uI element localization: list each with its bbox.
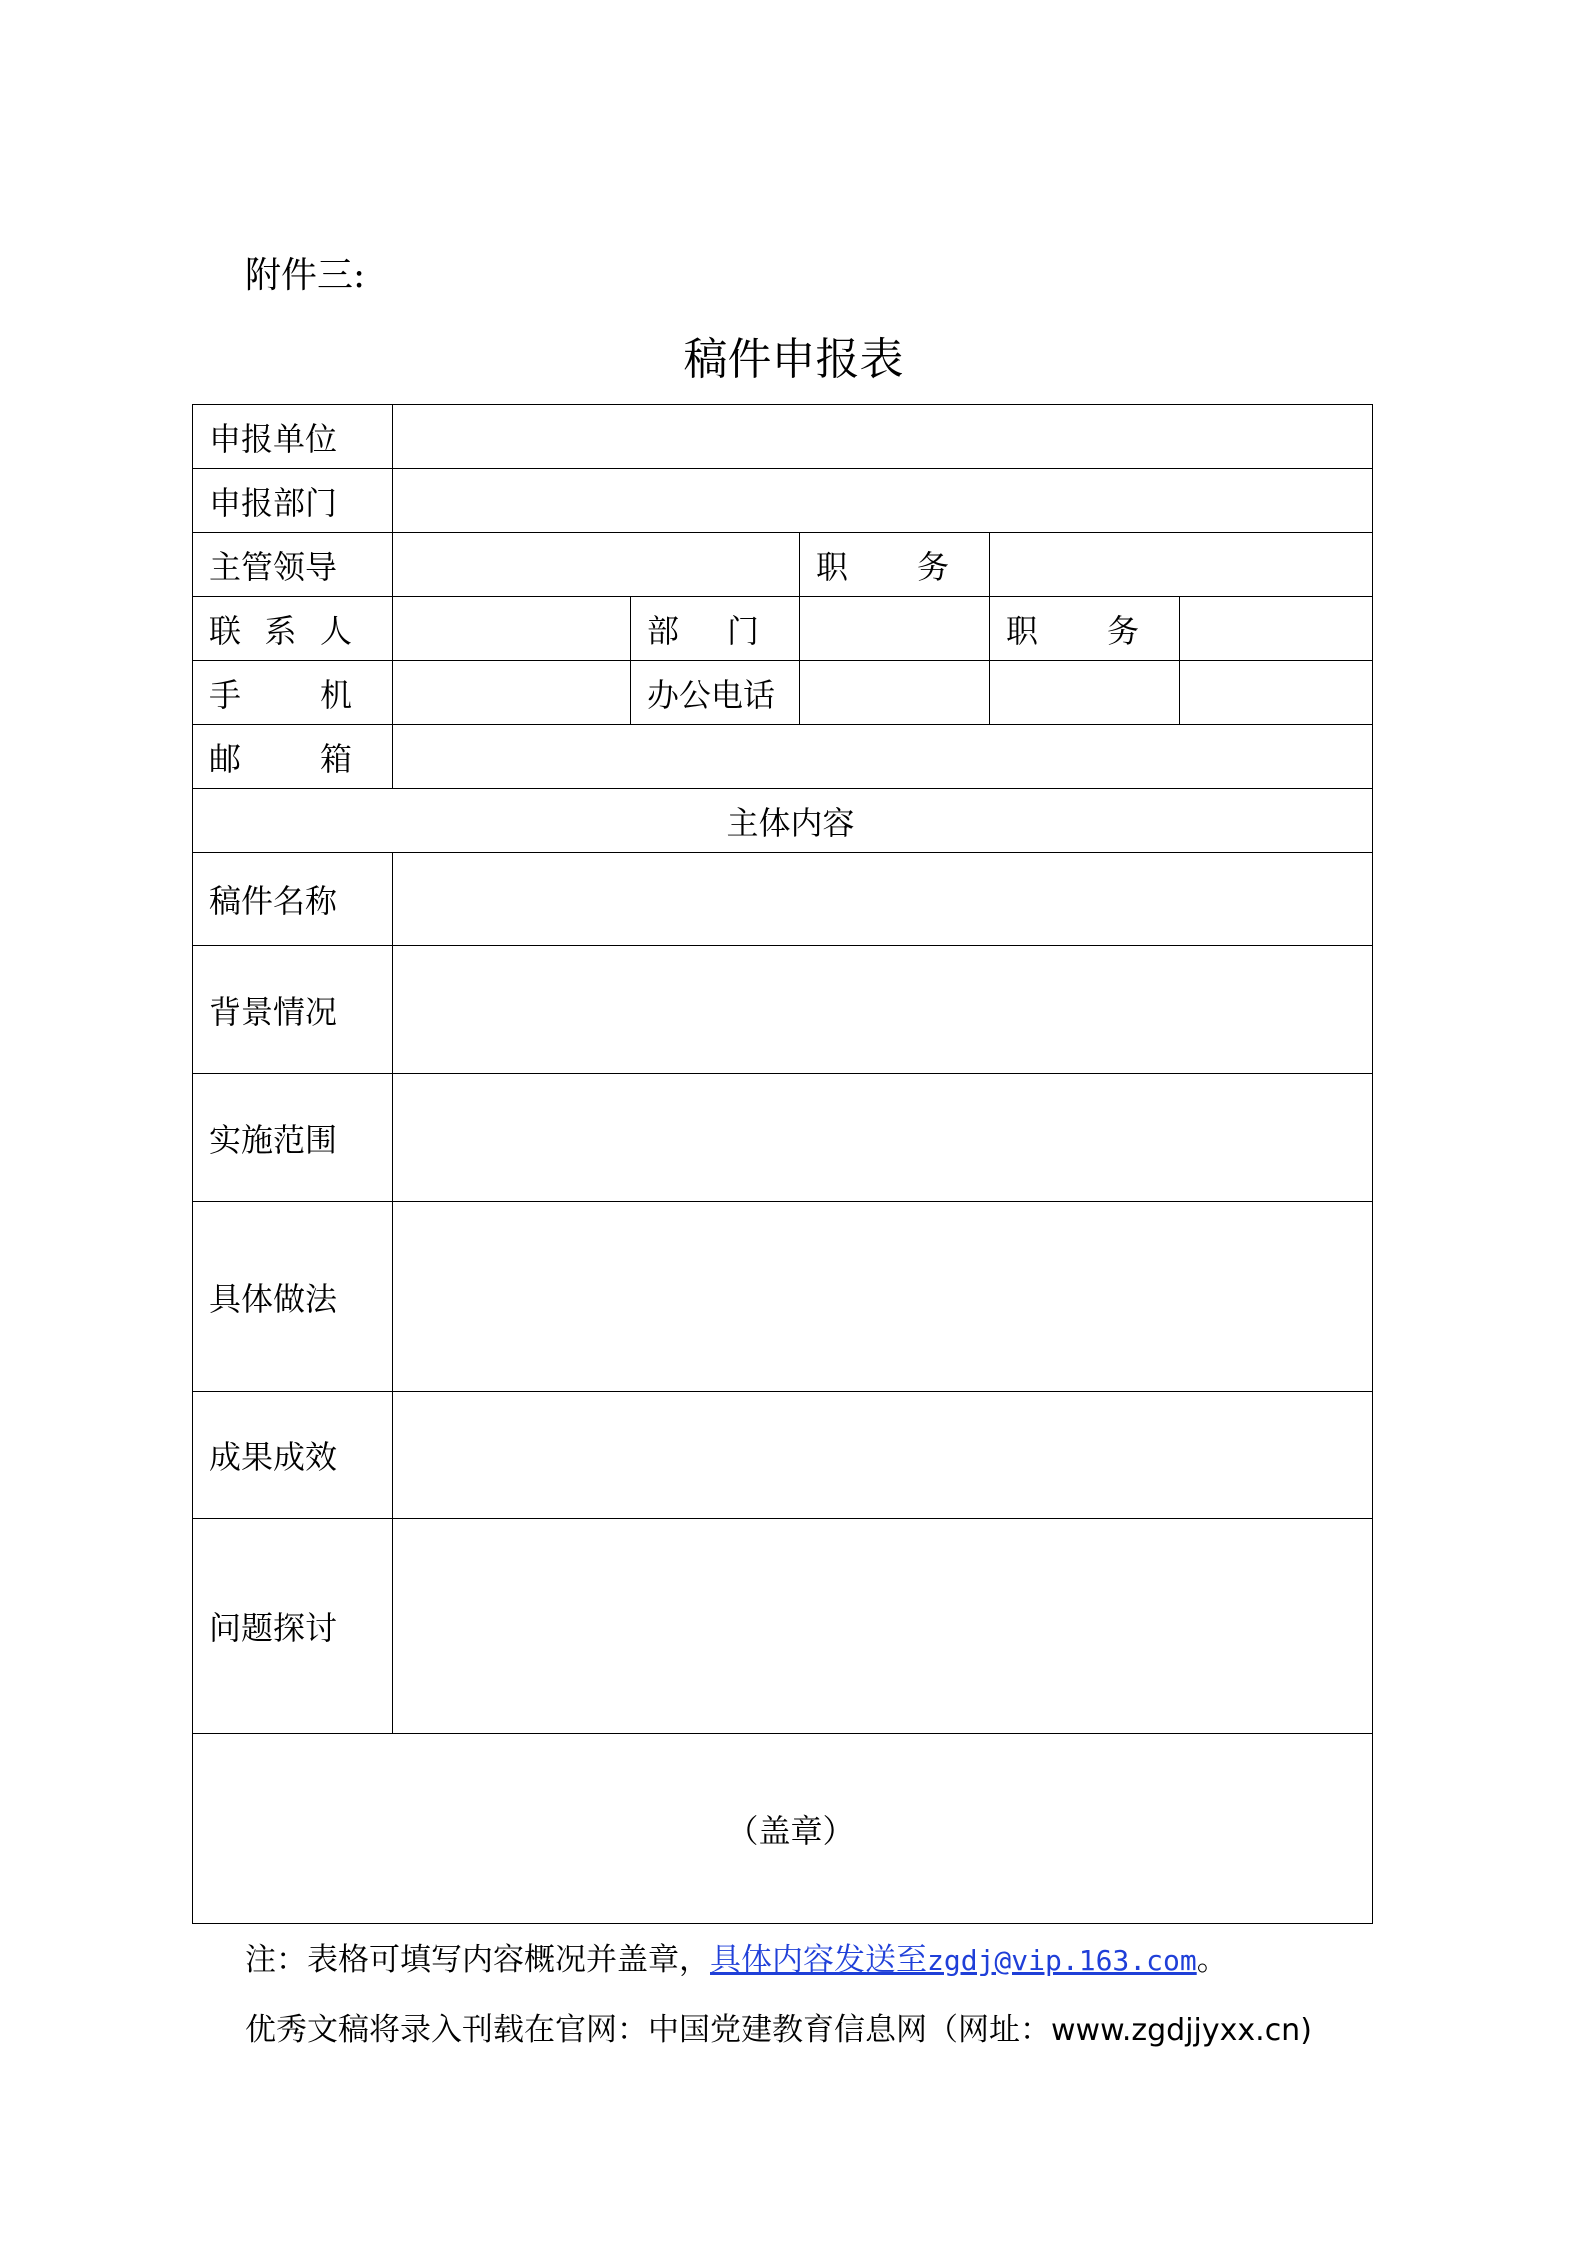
note-line: [245, 1938, 1228, 1983]
row-seal: [193, 1734, 1373, 1924]
field-email[interactable]: [393, 725, 1373, 789]
field-unit[interactable]: [393, 405, 1373, 469]
submission-form-table: [192, 404, 1373, 1924]
form-title: 稿件申报表: [683, 334, 904, 385]
label-scope: 实施范围: [193, 1074, 393, 1202]
website-note: [245, 2008, 1312, 2053]
row-background: [193, 946, 1373, 1074]
row-contact: [193, 597, 1373, 661]
row-results: [193, 1392, 1373, 1519]
label-contact-position: 职 务: [990, 597, 1180, 661]
label-unit: 申报单位: [193, 405, 393, 469]
field-office-phone[interactable]: [800, 661, 990, 725]
label-contact: 联 系 人: [193, 597, 393, 661]
label-results: 成果成效: [193, 1392, 393, 1519]
label-office-phone: 办公电话: [631, 661, 800, 725]
website-url: www.zgdjjyxx.cn): [1051, 2013, 1312, 2048]
field-issues[interactable]: [393, 1519, 1373, 1734]
section-header: 主体内容: [193, 789, 1373, 853]
website-note-text: 优秀文稿将录入刊载在官网：中国党建教育信息网（网址：: [245, 2012, 1051, 2048]
field-scope[interactable]: [393, 1074, 1373, 1202]
label-leader-position: 职 务: [800, 533, 990, 597]
field-contact-dept[interactable]: [800, 597, 990, 661]
label-email: 邮 箱: [193, 725, 393, 789]
label-mobile: 手 机: [193, 661, 393, 725]
label-issues: 问题探讨: [193, 1519, 393, 1734]
seal-area: （盖章）: [193, 1734, 1373, 1924]
label-background: 背景情况: [193, 946, 393, 1074]
row-manuscript-name: [193, 853, 1373, 946]
row-methods: [193, 1202, 1373, 1392]
label-contact-dept: 部 门: [631, 597, 800, 661]
field-methods[interactable]: [393, 1202, 1373, 1392]
note-suffix: 。: [1196, 1942, 1228, 1978]
field-extra-1[interactable]: [990, 661, 1180, 725]
row-unit: [193, 405, 1373, 469]
label-manuscript-name: 稿件名称: [193, 853, 393, 946]
row-leader: [193, 533, 1373, 597]
label-leader: 主管领导: [193, 533, 393, 597]
field-manuscript-name[interactable]: [393, 853, 1373, 946]
row-mobile: [193, 661, 1373, 725]
field-leader-position[interactable]: [990, 533, 1373, 597]
label-methods: 具体做法: [193, 1202, 393, 1392]
row-email: [193, 725, 1373, 789]
note-prefix: 注：表格可填写内容概况并盖章，: [245, 1942, 710, 1978]
row-section-header: [193, 789, 1373, 853]
submission-email-link[interactable]: 具体内容发送至zgdj@vip.163.com: [710, 1942, 1197, 1978]
field-extra-2[interactable]: [1180, 661, 1373, 725]
field-contact[interactable]: [393, 597, 631, 661]
attachment-label: 附件三:: [245, 255, 366, 296]
field-leader[interactable]: [393, 533, 800, 597]
field-department[interactable]: [393, 469, 1373, 533]
row-issues: [193, 1519, 1373, 1734]
row-scope: [193, 1074, 1373, 1202]
field-background[interactable]: [393, 946, 1373, 1074]
field-mobile[interactable]: [393, 661, 631, 725]
row-department: [193, 469, 1373, 533]
label-department: 申报部门: [193, 469, 393, 533]
field-contact-position[interactable]: [1180, 597, 1373, 661]
field-results[interactable]: [393, 1392, 1373, 1519]
